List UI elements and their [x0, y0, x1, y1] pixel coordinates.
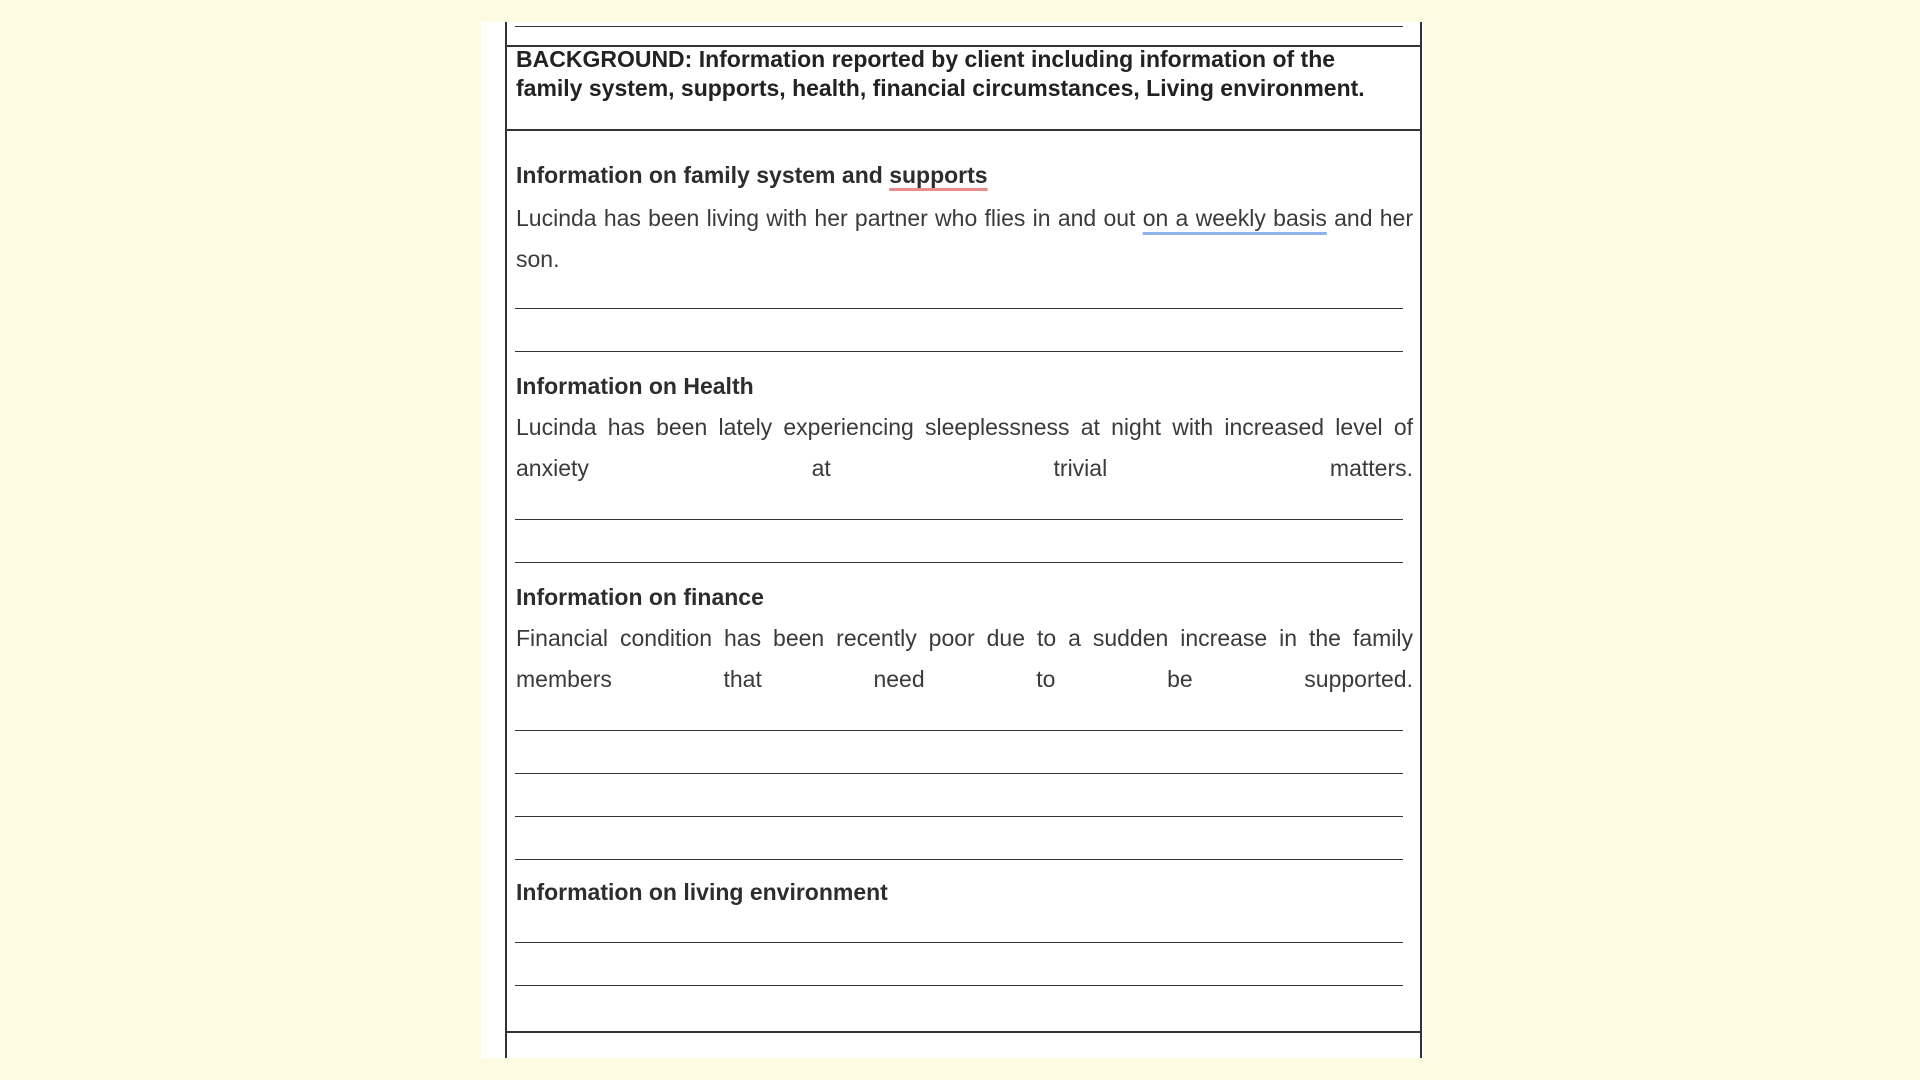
table-divider [507, 1031, 1420, 1033]
finance-paragraph[interactable]: Financial condition has been recently poor due to a sudden increase in the family members that need to be supported. [516, 625, 1413, 692]
living-heading: Information on living environment [516, 879, 888, 905]
grammar-flag-weekly-basis[interactable]: on a weekly basis [1142, 205, 1327, 231]
answer-line [515, 985, 1403, 986]
table-divider [507, 129, 1420, 131]
answer-line [515, 773, 1403, 774]
family-heading [516, 160, 988, 190]
background-header: BACKGROUND: Information reported by client including information of the family system, supports, health, financial circumstances, Living environment. [516, 46, 1365, 101]
family-text-end: and her son. [516, 205, 1413, 272]
answer-line [515, 859, 1403, 860]
family-paragraph[interactable] [516, 198, 1413, 280]
answer-line [515, 308, 1403, 309]
answer-line [515, 942, 1403, 943]
answer-line [515, 562, 1403, 563]
health-heading: Information on Health [516, 373, 754, 399]
family-text: Lucinda has been living with her partner who flies in and out [516, 205, 1143, 231]
document-page [481, 22, 1424, 1058]
finance-heading: Information on finance [516, 584, 764, 610]
form-table [505, 22, 1422, 1058]
spelling-flag-supports[interactable]: supports [889, 162, 988, 188]
answer-line [515, 816, 1403, 817]
health-paragraph[interactable]: Lucinda has been lately experiencing sleeplessness at night with increased level of anxiety at trivial matters. [516, 414, 1413, 481]
answer-line [515, 519, 1403, 520]
answer-line [515, 26, 1403, 27]
family-heading-text: Information on family system and [516, 162, 890, 188]
answer-line [515, 730, 1403, 731]
answer-line [515, 351, 1403, 352]
